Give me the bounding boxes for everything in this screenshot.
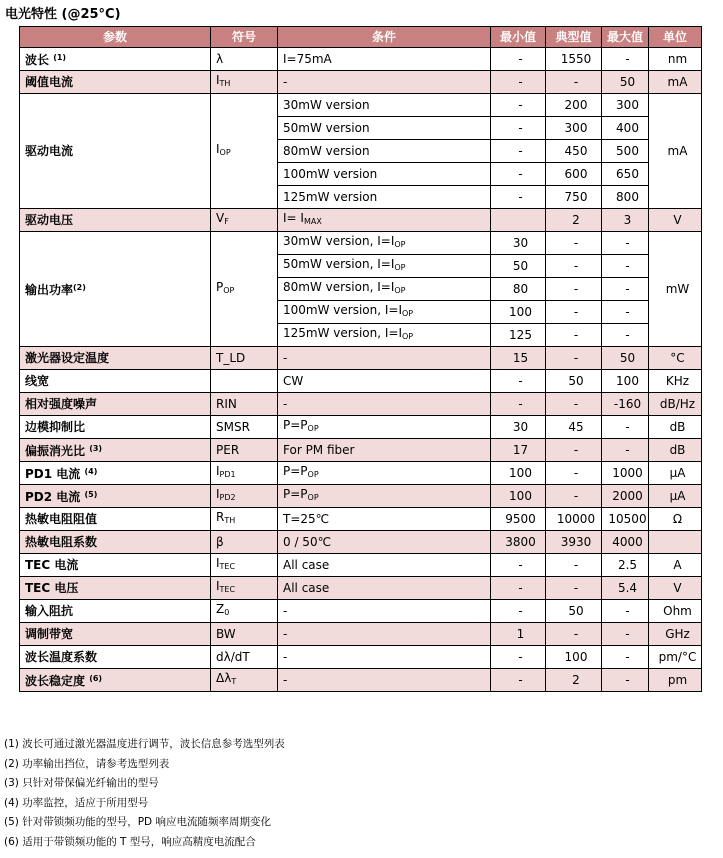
max-value: - [602,416,649,439]
param-name: 阈值电流 [20,71,211,94]
table-row-tec-voltage [20,577,702,600]
max-value: 4000 [602,531,649,554]
footnote: (5) 针对带锁频功能的型号，PD 响应电流随频率周期变化 [4,816,271,828]
condition: - [278,71,491,94]
param-name: 输入阻抗 [20,600,211,623]
symbol: $I_{PD1}$ [211,462,278,485]
min-value: - [491,186,546,209]
note-ref: (5) [84,490,98,499]
unit: GHz [649,623,702,646]
note-ref: (6) [89,674,103,683]
table-row-thermistor-b [20,531,702,554]
unit: Ohm [649,600,702,623]
footnote: (1) 波长可通过激光器温度进行调节，波长信息参考选型列表 [4,738,285,750]
max-value: - [602,324,649,347]
table-row-smsr [20,416,702,439]
condition: - [278,623,491,646]
symbol: $I_{TEC}$ [211,554,278,577]
typ-value: - [546,71,602,94]
symbol: RIN [211,393,278,416]
table-row-wl-stability [20,669,702,692]
typ-value: - [546,577,602,600]
table-row-linewidth [20,370,702,393]
symbol: $R_{TH}$ [211,508,278,531]
symbol: T_LD [211,347,278,370]
min-value: 15 [491,347,546,370]
condition: 125mW version [278,186,491,209]
symbol: $Z_0$ [211,600,278,623]
table-row-impedance [20,600,702,623]
min-value: 17 [491,439,546,462]
condition: All case [278,554,491,577]
min-value: - [491,370,546,393]
typ-value: 1550 [546,48,602,71]
unit: A [649,554,702,577]
table-row-per [20,439,702,462]
table-row-wavelength [20,48,702,71]
typ-value: - [546,462,602,485]
param-name: PD1 电流 [25,467,81,481]
col-header-condition: 条件 [278,27,491,48]
unit: mA [649,94,702,209]
col-header-unit: 单位 [649,27,702,48]
condition: 100mW version [278,163,491,186]
spec-table [19,26,702,692]
symbol: $I_{OP}$ [211,94,278,209]
unit: mA [649,71,702,94]
min-value: - [491,48,546,71]
symbol: BW [211,623,278,646]
min-value: 80 [491,278,546,301]
typ-value: 200 [546,94,602,117]
typ-value: 600 [546,163,602,186]
condition: I=75mA [278,48,491,71]
min-value: 30 [491,416,546,439]
unit: dB/Hz [649,393,702,416]
col-header-min: 最小值 [491,27,546,48]
condition: T=25℃ [278,508,491,531]
condition: 0 / 50℃ [278,531,491,554]
note-ref: (3) [89,444,103,453]
note-ref: (2) [73,283,86,292]
param-name: 边模抑制比 [20,416,211,439]
condition: 80mW version [278,140,491,163]
max-value: 300 [602,94,649,117]
symbol: $I_{TH}$ [211,71,278,94]
max-value: -160 [602,393,649,416]
section-title: 电光特性 (@25°C) [5,7,121,22]
symbol: PER [211,439,278,462]
typ-value: 45 [546,416,602,439]
max-value: 800 [602,186,649,209]
condition: - [278,646,491,669]
param-name: 相对强度噪声 [20,393,211,416]
symbol: λ [211,48,278,71]
symbol: $I_{PD2}$ [211,485,278,508]
typ-value: 100 [546,646,602,669]
note-ref: (1) [53,53,67,62]
typ-value: - [546,439,602,462]
symbol: $V_F$ [211,209,278,232]
symbol [211,370,278,393]
unit: μA [649,462,702,485]
unit: nm [649,48,702,71]
typ-value: 2 [546,209,602,232]
typ-value: 750 [546,186,602,209]
max-value: 500 [602,140,649,163]
param-name: 热敏电阻阻值 [20,508,211,531]
unit: °C [649,347,702,370]
condition: All case [278,577,491,600]
symbol: $I_{TEC}$ [211,577,278,600]
min-value: 100 [491,462,546,485]
max-value: - [602,669,649,692]
param-name: 调制带宽 [20,623,211,646]
min-value: - [491,71,546,94]
param-name: PD2 电流 [25,490,81,504]
typ-value: 3930 [546,531,602,554]
typ-value: 50 [546,370,602,393]
max-value: 50 [602,71,649,94]
condition: $P=P_{OP}$ [278,485,491,508]
symbol: $P_{OP}$ [211,232,278,347]
condition: - [278,600,491,623]
max-value: 100 [602,370,649,393]
max-value: 50 [602,347,649,370]
max-value: - [602,255,649,278]
max-value: - [602,232,649,255]
typ-value: - [546,324,602,347]
col-header-max: 最大值 [602,27,649,48]
col-header-symbol: 符号 [211,27,278,48]
typ-value: - [546,255,602,278]
table-row-thermistor-r [20,508,702,531]
table-row-pd2 [20,485,702,508]
min-value: 100 [491,485,546,508]
condition: 100mW version, $I=I_{OP}$ [278,301,491,324]
symbol: $\Delta\lambda_T$ [211,669,278,692]
param-name: 波长 [25,53,50,67]
col-header-typ: 典型值 [546,27,602,48]
max-value: - [602,278,649,301]
col-header-param: 参数 [20,27,211,48]
min-value: 30 [491,232,546,255]
max-value: - [602,48,649,71]
unit: V [649,577,702,600]
typ-value: - [546,347,602,370]
param-name: 波长温度系数 [20,646,211,669]
condition: - [278,347,491,370]
note-ref: (4) [84,467,98,476]
min-value: - [491,393,546,416]
symbol: dλ/dT [211,646,278,669]
min-value [491,209,546,232]
param-name: 激光器设定温度 [20,347,211,370]
unit: pm/°C [649,646,702,669]
footnote: (3) 只针对带保偏光纤输出的型号 [4,777,159,789]
condition: 125mW version, $I=I_{OP}$ [278,324,491,347]
typ-value: 10000 [546,508,602,531]
unit: dB [649,439,702,462]
max-value: 2.5 [602,554,649,577]
min-value: - [491,646,546,669]
condition: $I= I_{MAX}$ [278,209,491,232]
table-row-pd1 [20,462,702,485]
typ-value: - [546,278,602,301]
table-row-output-power [20,232,702,255]
min-value: - [491,669,546,692]
max-value: 10500 [602,508,649,531]
table-row-laser-temp [20,347,702,370]
param-name: TEC 电流 [20,554,211,577]
unit: mW [649,232,702,347]
max-value: - [602,600,649,623]
typ-value: - [546,485,602,508]
param-name: 驱动电流 [20,94,211,209]
footnote: (2) 功率输出挡位，请参考选型列表 [4,757,170,770]
table-row-tec-current [20,554,702,577]
min-value: - [491,94,546,117]
param-name: 波长稳定度 [25,674,86,688]
symbol: SMSR [211,416,278,439]
max-value: - [602,646,649,669]
typ-value: - [546,554,602,577]
min-value: - [491,577,546,600]
typ-value: - [546,393,602,416]
param-name: 驱动电压 [20,209,211,232]
unit: μA [649,485,702,508]
condition: - [278,393,491,416]
condition: $P=P_{OP}$ [278,416,491,439]
max-value: 1000 [602,462,649,485]
min-value: 125 [491,324,546,347]
typ-value: - [546,301,602,324]
unit: pm [649,669,702,692]
condition: 80mW version, $I=I_{OP}$ [278,278,491,301]
condition: 50mW version [278,117,491,140]
max-value: 2000 [602,485,649,508]
condition: 30mW version, $I=I_{OP}$ [278,232,491,255]
min-value: - [491,600,546,623]
condition: For PM fiber [278,439,491,462]
typ-value: - [546,623,602,646]
typ-value: 2 [546,669,602,692]
table-row-threshold [20,71,702,94]
typ-value: 50 [546,600,602,623]
min-value: - [491,140,546,163]
min-value: 1 [491,623,546,646]
max-value: 400 [602,117,649,140]
typ-value: - [546,232,602,255]
unit: dB [649,416,702,439]
max-value: 3 [602,209,649,232]
condition: CW [278,370,491,393]
typ-value: 300 [546,117,602,140]
param-name: 线宽 [20,370,211,393]
min-value: - [491,554,546,577]
min-value: - [491,163,546,186]
max-value: 5.4 [602,577,649,600]
footnote: (6) 适用于带锁频功能的 T 型号，响应高精度电流配合 [4,835,256,848]
min-value: 50 [491,255,546,278]
condition: $P=P_{OP}$ [278,462,491,485]
min-value: 3800 [491,531,546,554]
param-name: 热敏电阻系数 [20,531,211,554]
footnotes [4,735,285,852]
unit: V [649,209,702,232]
footnote: (4) 功率监控，适应于所用型号 [4,796,149,809]
max-value: - [602,623,649,646]
typ-value: 450 [546,140,602,163]
table-row-wl-temp [20,646,702,669]
max-value: - [602,439,649,462]
table-row-drive-current [20,94,702,117]
unit [649,531,702,554]
condition: 50mW version, $I=I_{OP}$ [278,255,491,278]
condition: - [278,669,491,692]
unit: KHz [649,370,702,393]
param-name: TEC 电压 [20,577,211,600]
table-row-bandwidth [20,623,702,646]
table-header-row [20,27,702,48]
param-name: 输出功率 [25,283,74,297]
max-value: 650 [602,163,649,186]
param-name: 偏振消光比 [25,444,86,458]
condition: 30mW version [278,94,491,117]
table-row-rin [20,393,702,416]
table-row-drive-voltage [20,209,702,232]
min-value: 9500 [491,508,546,531]
unit: Ω [649,508,702,531]
min-value: 100 [491,301,546,324]
symbol: β [211,531,278,554]
min-value: - [491,117,546,140]
max-value: - [602,301,649,324]
